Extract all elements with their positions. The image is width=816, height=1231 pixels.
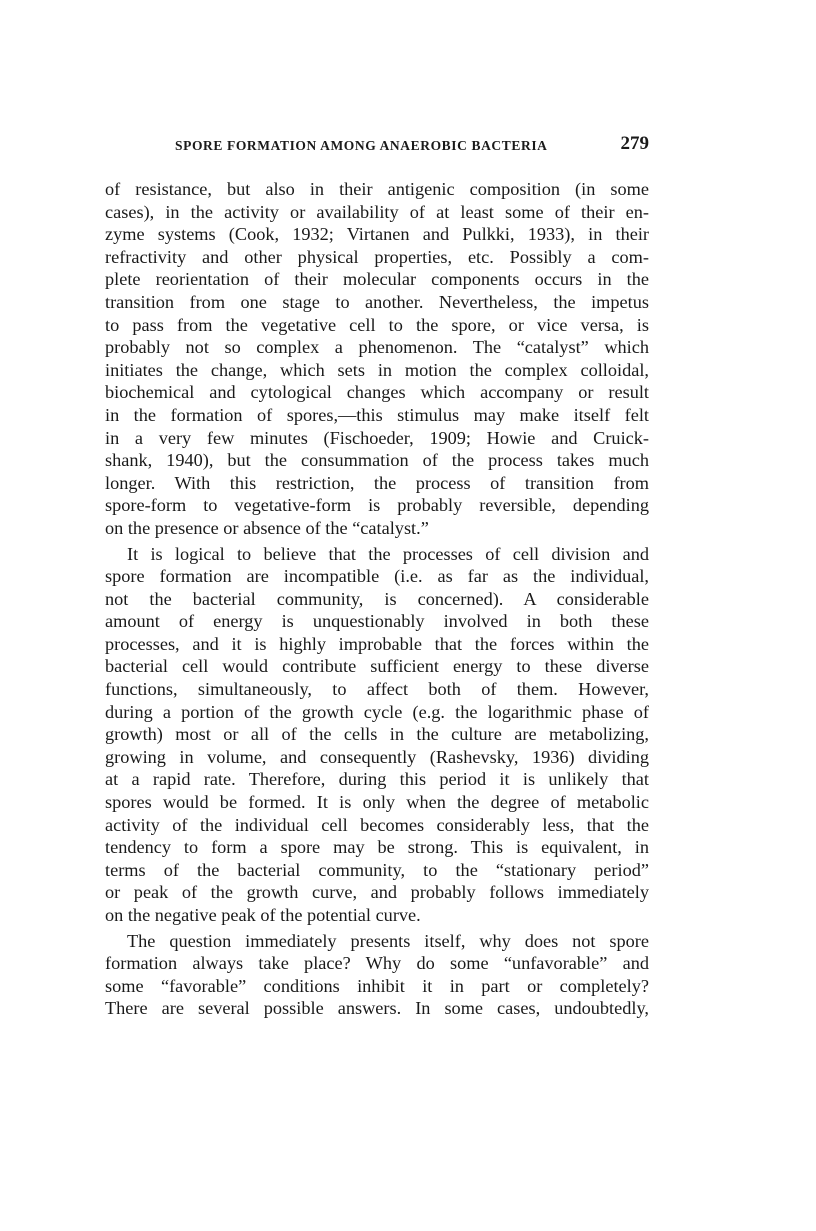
text-line: longer. With this restriction, the process of transition from [105,472,649,493]
text-line: during a portion of the growth cycle (e.g. the logarithmic phase of [105,701,649,722]
text-line: terms of the bacterial community, to the “stationary period” [105,859,649,880]
text-line: activity of the individual cell becomes considerably less, that the [105,814,649,835]
text-line: biochemical and cytological changes which accompany or result [105,382,649,403]
running-title: SPORE FORMATION AMONG ANAEROBIC BACTERIA [175,138,548,153]
text-line: functions, simultaneously, to affect both of them. However, [105,679,649,700]
text-line: growth) most or all of the cells in the culture are metabolizing, [105,724,649,745]
text-line: There are several possible answers. In some cases, undoubtedly, [105,998,649,1019]
text-line: processes, and it is highly improbable that the forces within the [105,633,649,654]
text-line: not the bacterial community, is concerned). A considerable [105,588,649,609]
body-text [105,178,649,1020]
text-line: transition from one stage to another. Nevertheless, the impetus [105,291,649,312]
text-line: on the negative peak of the potential curve. [105,905,421,925]
text-line: zyme systems (Cook, 1932; Virtanen and Pulkki, 1933), in their [105,224,649,245]
text-line: on the presence or absence of the “catalyst.” [105,517,429,538]
text-line: plete reorientation of their molecular components occurs in the [105,269,649,290]
text-line: growing in volume, and consequently (Rashevsky, 1936) dividing [105,746,649,767]
text-line: bacterial cell would contribute sufficient energy to these diverse [105,656,649,677]
text-line: of resistance, but also in their antigenic composition (in some [105,179,649,199]
text-line: or peak of the growth curve, and probably follows immediately [105,882,649,903]
paragraph [105,178,649,540]
text-line: spore formation are incompatible (i.e. as far as the individual, [105,566,649,587]
paragraph [105,930,649,1020]
paragraph [105,543,649,927]
text-line: in the formation of spores,—this stimulus may make itself felt [105,404,649,425]
text-line: The question immediately presents itself, why does not spore [127,930,649,951]
text-line: in a very few minutes (Fischoeder, 1909; Howie and Cruick- [105,427,649,448]
text-line: probably not so complex a phenomenon. The “catalyst” which [105,337,649,358]
text-line: cases), in the activity or availability of at least some of their en- [105,201,649,222]
text-line: shank, 1940), but the consummation of the process takes much [105,450,649,471]
page-number: 279 [620,133,649,154]
text-line: formation always take place? Why do some “unfavorable” and [105,953,649,974]
text-line: spore-form to vegetative-form is probably reversible, depending [105,495,649,516]
text-line: spores would be formed. It is only when the degree of metabolic [105,792,649,813]
text-line: It is logical to believe that the processes of cell division and [127,543,649,564]
text-line: amount of energy is unquestionably involved in both these [105,611,649,632]
text-line: at a rapid rate. Therefore, during this period it is unlikely that [105,769,649,790]
text-line: initiates the change, which sets in motion the complex colloidal, [105,359,649,380]
text-line: refractivity and other physical properties, etc. Possibly a com- [105,246,649,267]
text-line: tendency to form a spore may be strong. This is equivalent, in [105,837,649,858]
page-header [105,133,649,161]
text-line: to pass from the vegetative cell to the spore, or vice versa, is [105,314,649,335]
text-line: some “favorable” conditions inhibit it in part or completely? [105,975,649,996]
